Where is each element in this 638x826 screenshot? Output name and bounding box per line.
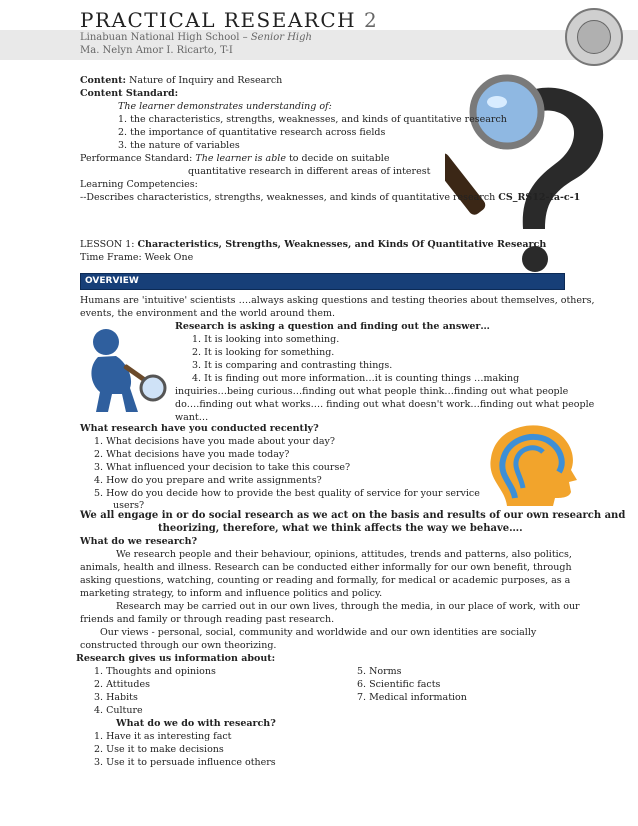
what-research-heading: What do we research? (80, 536, 198, 547)
question-cont: users? (113, 500, 145, 511)
definition-item: 4. It is finding out more information…it is counting things …making (192, 373, 520, 384)
do-with-research-heading: What do we do with research? (116, 718, 276, 729)
gives-item: 1. Thoughts and opinions (94, 666, 216, 677)
person-magnifier-illustration (78, 322, 173, 417)
research-definition: Research is asking a question and finding out the answer… (175, 321, 490, 332)
what-research-line: constructed through our own theorizing. (80, 640, 277, 651)
definition-item: 2. It is looking for something. (192, 347, 335, 358)
performance-standard-cont: quantitative research in different areas of interest (188, 166, 431, 177)
standard-item: 2. the importance of quantitative research across fields (118, 127, 386, 138)
question-item: 5. How do you decide how to provide the best quality of service for your service (94, 488, 480, 499)
do-item: 3. Use it to persuade influence others (94, 757, 276, 768)
gives-item: 2. Attitudes (94, 679, 150, 690)
what-research-line: Our views - personal, social, community and worldwide and our own identities are socially (100, 627, 537, 638)
what-research-line: friends and family or through reading past research. (80, 614, 335, 625)
author-name: Ma. Nelyn Amor I. Ricarto, T-I (80, 45, 233, 56)
gives-item: 4. Culture (94, 705, 143, 716)
competencies-label: Learning Competencies: (80, 179, 198, 190)
learner-demonstrates-line: The learner demonstrates understanding of: (118, 101, 332, 112)
definition-cont: want… (175, 412, 209, 423)
gives-item: 7. Medical information (357, 692, 467, 703)
performance-standard: Performance Standard: The learner is able to decide on suitable (80, 153, 390, 164)
engage-statement: We all engage in or do social research as we act on the basis and results of our own research and (80, 510, 626, 521)
content-line: Content: Nature of Inquiry and Research (80, 75, 283, 86)
head-silhouette-illustration (477, 418, 587, 508)
gives-item: 5. Norms (357, 666, 402, 677)
question-item: 2. What decisions have you made today? (94, 449, 290, 460)
definition-item: 1. It is looking into something. (192, 334, 340, 345)
definition-cont: do….finding out what works…. finding out what doesn't work…finding out what people (175, 399, 595, 410)
definition-item: 3. It is comparing and contrasting things. (192, 360, 393, 371)
overview-intro: Humans are 'intuitive' scientists ….always asking questions and testing theories about themselves, others, (80, 295, 595, 306)
school-name: Linabuan National High School – Senior High (80, 32, 312, 43)
question-item: 1. What decisions have you made about your day? (94, 436, 335, 447)
content-standard-label: Content Standard: (80, 88, 179, 99)
question-item: 4. How do you prepare and write assignments? (94, 475, 322, 486)
what-research-line: Research may be carried out in our own lives, through the media, in our place of work, with our (116, 601, 580, 612)
overview-heading: OVERVIEW (85, 276, 139, 286)
do-item: 1. Have it as interesting fact (94, 731, 232, 742)
document-title: PRACTICAL RESEARCH 2 (80, 8, 379, 32)
competency-line: --Describes characteristics, strengths, weaknesses, and kinds of quantitative research CS_RS12-Ia-c-1 (80, 192, 581, 203)
what-research-line: asking questions, watching, counting or reading and formally, for medical or academic purposes, as a (80, 575, 571, 586)
question-item: 3. What influenced your decision to take this course? (94, 462, 351, 473)
do-item: 2. Use it to make decisions (94, 744, 224, 755)
time-frame: Time Frame: Week One (80, 252, 194, 263)
standard-item: 1. the characteristics, strengths, weaknesses, and kinds of quantitative research (118, 114, 507, 125)
magnifier-question-illustration (445, 64, 615, 284)
lesson-title: LESSON 1: Characteristics, Strengths, Weaknesses, and Kinds Of Quantitative Research (80, 239, 547, 250)
gives-item: 6. Scientific facts (357, 679, 441, 690)
overview-heading-bar (80, 273, 565, 290)
definition-cont: inquiries…being curious…finding out what people think…finding out what people (175, 386, 569, 397)
what-research-line: animals, health and illness. Research can be conducted either informally for our own benefit, through (80, 562, 572, 573)
what-research-line: marketing strategy, to inform and influence politics and policy. (80, 588, 383, 599)
gives-item: 3. Habits (94, 692, 138, 703)
school-seal-logo (565, 8, 623, 66)
what-research-line: We research people and their behaviour, opinions, attitudes, trends and patterns, also politics, (116, 549, 572, 560)
engage-statement-cont: theorizing, therefore, what we think affects the way we behave…. (158, 523, 523, 534)
overview-intro: events, the environment and the world around them. (80, 308, 335, 319)
gives-heading: Research gives us information about: (76, 653, 276, 664)
conducted-heading: What research have you conducted recently? (80, 423, 319, 434)
standard-item: 3. the nature of variables (118, 140, 240, 151)
